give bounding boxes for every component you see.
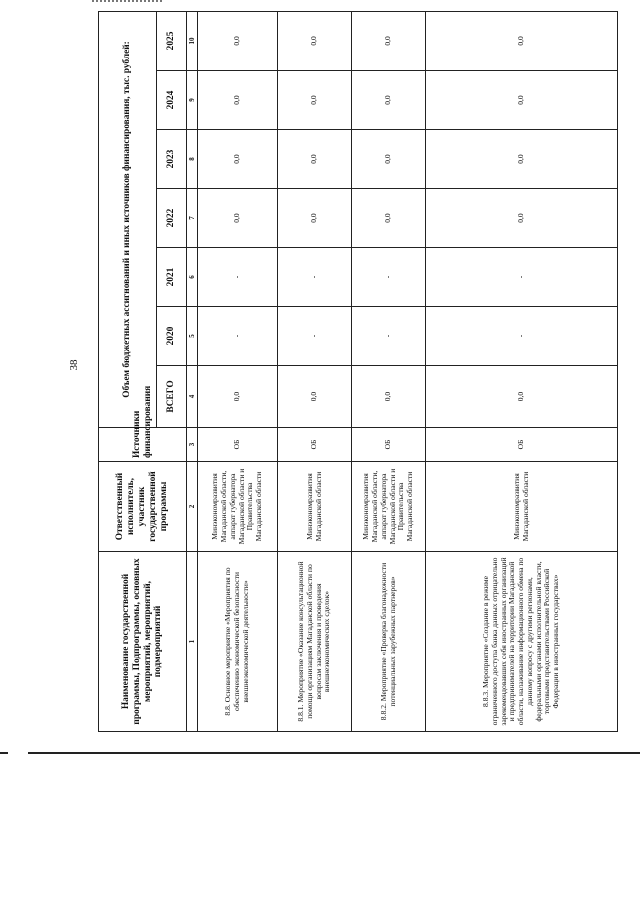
- row-year-value: 0,0: [426, 189, 618, 248]
- column-number: 8: [187, 130, 198, 189]
- row-total: 0,0: [352, 366, 426, 428]
- column-number: 2: [187, 462, 198, 552]
- column-number: 3: [187, 428, 198, 462]
- row-year-value: 0,0: [352, 130, 426, 189]
- scan-top-mark: [92, 0, 162, 7]
- row-year-value: 0,0: [198, 11, 278, 70]
- header-year: 2024: [157, 71, 187, 130]
- row-year-value: 0,0: [426, 11, 618, 70]
- table-row: [278, 11, 352, 731]
- row-name: 8.8.1. Мероприятие «Оказание консультационной помощи организациям Магаданской области по вопросам заключения и проведения внешнеэкономических сделок»: [278, 552, 352, 732]
- row-year-value: -: [198, 248, 278, 307]
- page-number: 38: [68, 359, 80, 371]
- row-source: ОБ: [198, 428, 278, 462]
- header-name: Наименование государственной программы, Подпрограммы, основных мероприятий, мероприятий, подмероприятий: [99, 552, 187, 732]
- header-year: 2023: [157, 130, 187, 189]
- left-edge-mark: [0, 752, 8, 754]
- horizontal-rule: [28, 752, 640, 754]
- row-year-value: 0,0: [278, 189, 352, 248]
- header-year: 2020: [157, 307, 187, 366]
- row-year-value: 0,0: [198, 71, 278, 130]
- column-number: 1: [187, 552, 198, 732]
- column-number: 7: [187, 189, 198, 248]
- row-executor: Минэкономразвития Магаданской области: [278, 462, 352, 552]
- row-source: ОБ: [278, 428, 352, 462]
- header-volume: Объем бюджетных ассигнований и иных источников финансирования, тыс. рублей:: [99, 11, 157, 427]
- column-number: 10: [187, 11, 198, 70]
- rotated-table-wrapper: [98, 12, 618, 732]
- row-name: 8.8.2. Мероприятие «Проверка благонадежности потенциальных зарубежных партнеров»: [352, 552, 426, 732]
- row-year-value: 0,0: [426, 71, 618, 130]
- column-number: 4: [187, 366, 198, 428]
- table-row: [426, 11, 618, 731]
- financing-table: [98, 11, 618, 732]
- row-year-value: 0,0: [426, 130, 618, 189]
- row-year-value: -: [352, 248, 426, 307]
- header-source: Источники финансирования: [99, 428, 187, 462]
- row-source: ОБ: [426, 428, 618, 462]
- row-year-value: -: [278, 248, 352, 307]
- column-number: 5: [187, 307, 198, 366]
- row-year-value: 0,0: [352, 71, 426, 130]
- row-year-value: 0,0: [278, 130, 352, 189]
- header-year: 2021: [157, 248, 187, 307]
- row-executor: Минэкономразвития Магаданской области, аппарат губернатора Магаданской области и Правительства Магаданской области: [198, 462, 278, 552]
- row-name: 8.8. Основное мероприятие «Мероприятия по обеспечению экономической безопасности внешнеэкономической деятельности»: [198, 552, 278, 732]
- column-number: 9: [187, 71, 198, 130]
- row-executor: Минэкономразвития Магаданской области, аппарат губернатора Магаданской области и Правительства Магаданской области: [352, 462, 426, 552]
- row-year-value: 0,0: [198, 189, 278, 248]
- row-total: 0,0: [278, 366, 352, 428]
- column-number: 6: [187, 248, 198, 307]
- row-name: 8.8.3. Мероприятие «Создание в режиме ограниченного доступа банка данных отрицательно зарекомендовавших себя иностранных организаций и предпринимателей на территории Магаданской области, налаживание информационного обмена по данному вопросу с другими регионами, федеральными органами исполнительной власти, торговыми представительствами Российской Федерации в иностранных государствах»: [426, 552, 618, 732]
- header-total: ВСЕГО: [157, 366, 187, 428]
- header-year: 2025: [157, 11, 187, 70]
- header-executor: Ответственный исполнитель, участник государственной программы: [99, 462, 187, 552]
- row-total: 0,0: [198, 366, 278, 428]
- row-total: 0,0: [426, 366, 618, 428]
- row-year-value: 0,0: [278, 11, 352, 70]
- header-year: 2022: [157, 189, 187, 248]
- row-year-value: -: [352, 307, 426, 366]
- row-executor: Минэкономразвития Магаданской области: [426, 462, 618, 552]
- row-year-value: -: [426, 248, 618, 307]
- row-source: ОБ: [352, 428, 426, 462]
- row-year-value: -: [426, 307, 618, 366]
- row-year-value: -: [198, 307, 278, 366]
- row-year-value: -: [278, 307, 352, 366]
- table-row: [352, 11, 426, 731]
- row-year-value: 0,0: [352, 11, 426, 70]
- row-year-value: 0,0: [278, 71, 352, 130]
- row-year-value: 0,0: [198, 130, 278, 189]
- row-year-value: 0,0: [352, 189, 426, 248]
- table-row: [198, 11, 278, 731]
